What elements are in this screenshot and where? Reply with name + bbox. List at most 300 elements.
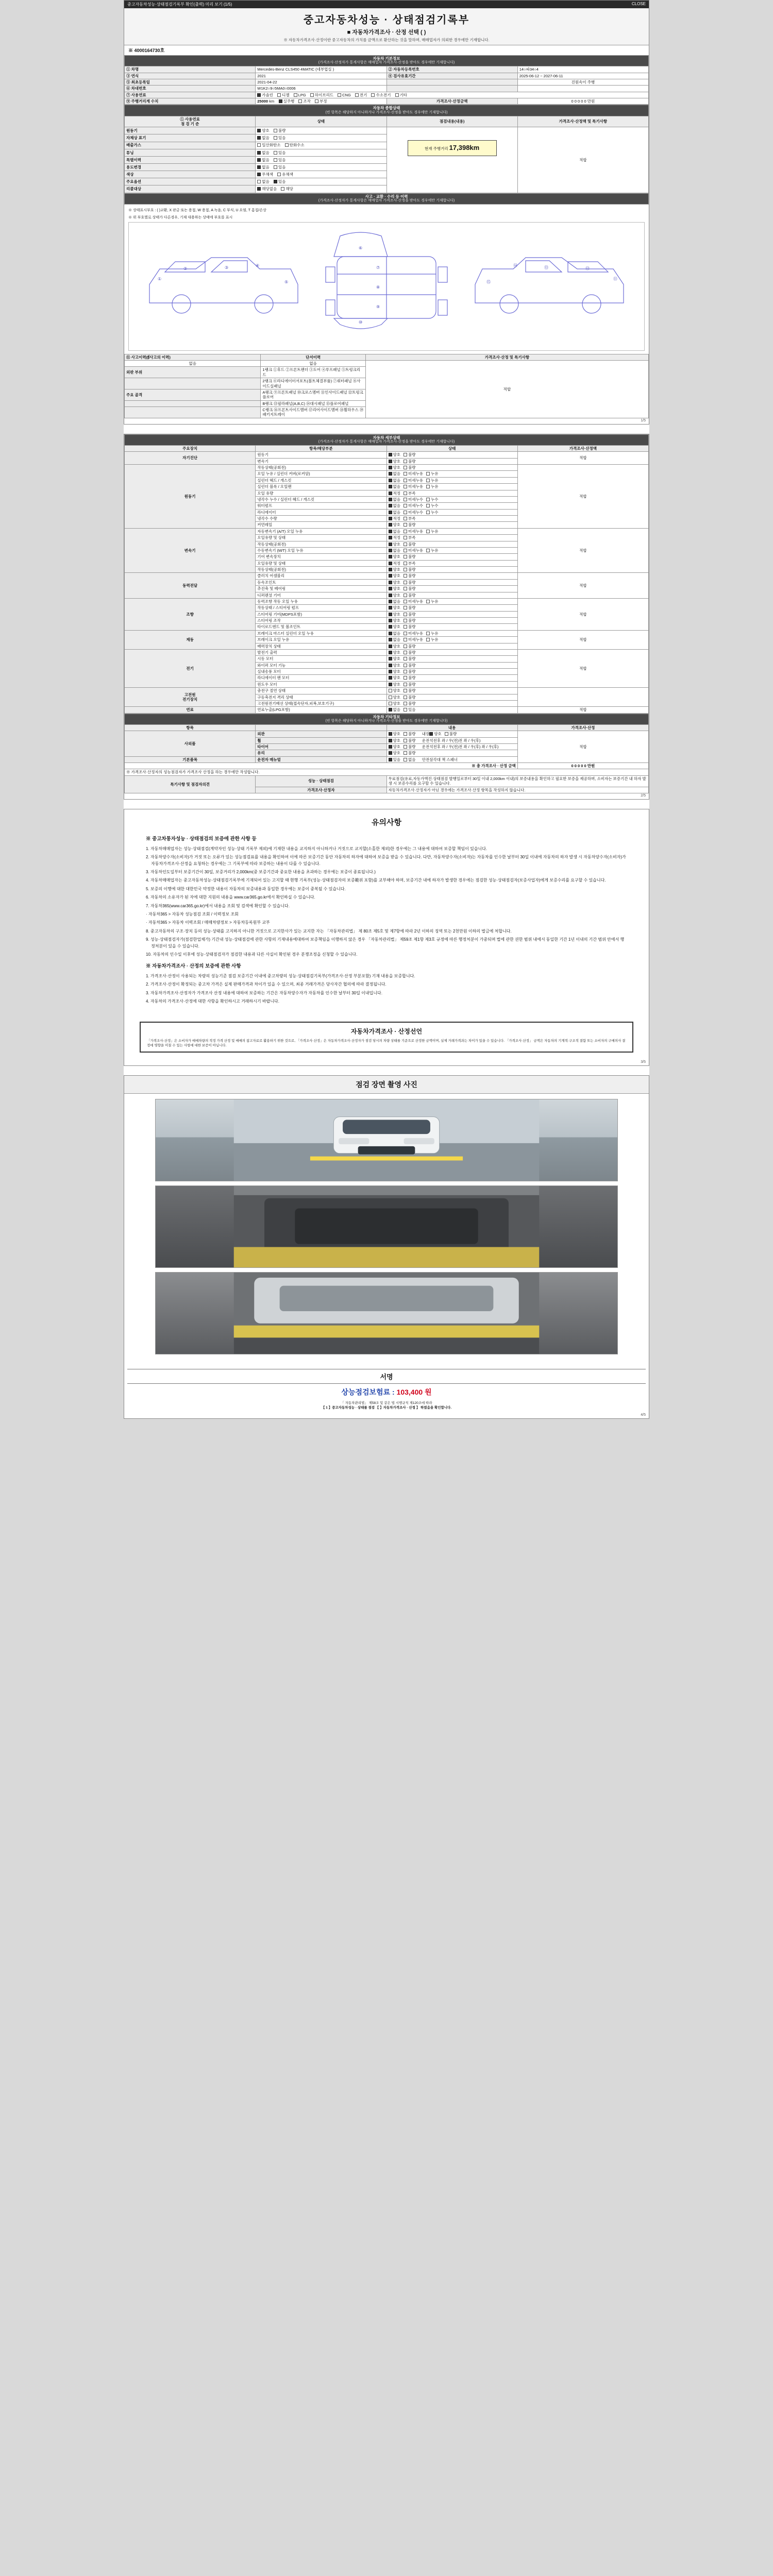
detail-item-options[interactable]: 없음 미세누유 누유: [386, 637, 517, 643]
checkbox-detail-7-2-1[interactable]: [404, 702, 407, 705]
detail-item-options[interactable]: 없음 미세누유 누유: [386, 528, 517, 534]
detail-item-options[interactable]: 적정 부족: [386, 516, 517, 522]
checkbox-detail-2-2-1[interactable]: [404, 543, 407, 546]
detail-group-valuation: 적합: [517, 707, 648, 713]
fuel-label: ⑦ 사용연료: [125, 92, 256, 98]
checkbox-detail-2-5-1[interactable]: [404, 562, 407, 565]
detail-group-name: 자기진단: [125, 452, 256, 465]
etc-item-label: 외관: [256, 731, 386, 737]
detail-item-options[interactable]: 없음 있음: [386, 707, 517, 713]
checkbox-etc-0-0[interactable]: [389, 732, 392, 736]
car-diagram-svg: [134, 223, 639, 350]
row-value-0: Mercedes-Benz CLS450 4MATIC (네부업실 ): [256, 66, 386, 73]
detail-group-valuation: 적합: [517, 630, 648, 649]
ov-row-label-0: 원동기: [125, 127, 256, 134]
checkbox-detail-1-8-1[interactable]: [404, 517, 407, 520]
checkbox-ov-4-0[interactable]: [257, 158, 261, 162]
checkbox-detail-1-1-2[interactable]: [426, 472, 430, 476]
legend-label-3: [125, 400, 261, 406]
checkbox-detail-2-3-2[interactable]: [426, 549, 430, 552]
ov-row-state-5[interactable]: 없음 있음: [256, 163, 386, 171]
checkbox-detail-1-2-1[interactable]: [404, 479, 407, 482]
checkbox-fuel-5[interactable]: [355, 93, 359, 97]
svg-text:④: ④: [256, 263, 260, 268]
detail-item-options[interactable]: 양호 불량: [386, 611, 517, 617]
detail-group-name: 제동: [125, 630, 256, 649]
underbody-illustration: [156, 1186, 617, 1267]
checkbox-detail-1-3-0[interactable]: [389, 485, 392, 488]
document-number: ※ 4000164730호: [128, 48, 165, 53]
detail-table-body: [125, 452, 649, 713]
checkbox-ov-3-1[interactable]: [274, 151, 277, 155]
detail-item-options[interactable]: 양호 불량: [386, 688, 517, 694]
signature-band: [124, 1366, 649, 1413]
checkbox-detail-7-1-1[interactable]: [404, 696, 407, 699]
detail-item-options[interactable]: 없음 미세누수 누수: [386, 496, 517, 502]
checkbox-fuel-6[interactable]: [371, 93, 375, 97]
total-valuation-value: 0 0 0 0 0 만원: [517, 763, 648, 769]
total-valuation-label: ※ 총 가격조사 · 산정 금액: [125, 763, 518, 769]
detail-item-options[interactable]: 양호 불량: [386, 649, 517, 655]
checkbox-fuel-4[interactable]: [338, 93, 341, 97]
svg-text:⑭: ⑭: [513, 263, 517, 268]
valuation-value: 0 0 0 0 0 만원: [517, 98, 648, 105]
checkbox-detail-2-1-0[interactable]: [389, 536, 392, 539]
checkbox-detail-2-6-1[interactable]: [404, 568, 407, 571]
ov-row-state-6[interactable]: 무채색 유채색: [256, 171, 386, 178]
row-label-1: ③ 연식: [125, 73, 256, 79]
detail-item-label: 작동상태(공회전): [256, 465, 386, 471]
checkbox-fuel-7[interactable]: [395, 93, 399, 97]
checkbox-detail-1-2-2[interactable]: [426, 479, 430, 482]
detail-item-options[interactable]: 양호 불량: [386, 656, 517, 662]
checkbox-etc-3-0[interactable]: [389, 751, 392, 755]
ov-row-state-7[interactable]: 없음 있음: [256, 178, 386, 185]
detail-group-valuation: 적합: [517, 528, 648, 573]
checkbox-detail-4-0-2[interactable]: [426, 600, 430, 603]
etc-head-0b: [256, 724, 386, 731]
checkbox-detail-0-1-0[interactable]: [389, 460, 392, 463]
detail-item-options[interactable]: 양호 불량: [386, 465, 517, 471]
checkbox-detail-2-3-1[interactable]: [404, 549, 407, 552]
mileage-label: ⑨ 주행거리계 수치: [125, 98, 256, 105]
detail-item-options[interactable]: 없음 미세누수 누수: [386, 509, 517, 515]
checkbox-detail-1-5-1[interactable]: [404, 498, 407, 501]
damage-diagram-wrap: [124, 205, 649, 354]
checkbox-detail-7-2-0[interactable]: [389, 702, 392, 705]
accident-history-table: [124, 354, 649, 418]
checkbox-mileage-tamper[interactable]: [298, 99, 302, 103]
detail-item-options[interactable]: 양호 불량: [386, 694, 517, 700]
detail-group-name: 변속기: [125, 528, 256, 573]
diagram-note-2: ※ 위 부호별로 상태가 다른경우, 기재 대용하는 상태에 부호를 표시: [128, 215, 233, 219]
checkbox-detail-4-4-0[interactable]: [389, 625, 392, 629]
checkbox-detail-1-7-2[interactable]: [426, 511, 430, 514]
checkbox-detail-6-3-0[interactable]: [389, 670, 392, 673]
checkbox-ov-6-1[interactable]: [277, 173, 281, 176]
ov-row-label-8: 리콜대상: [125, 185, 256, 193]
table-row: [125, 452, 649, 458]
checkbox-detail-2-4-0[interactable]: [389, 555, 392, 558]
checkbox-detail-1-9-1[interactable]: [404, 523, 407, 527]
checkbox-detail-6-0-1[interactable]: [404, 651, 407, 654]
row-value-1: 2021: [256, 73, 386, 79]
checkbox-detail-6-4-0[interactable]: [389, 676, 392, 680]
detail-item-label: 원동기: [256, 452, 386, 458]
checkbox-detail-5-1-0[interactable]: [389, 638, 392, 641]
notice-h2: ※ 자동차가격조사 · 산정의 보증에 관한 사항: [146, 963, 241, 970]
detail-item-label: 자동변속기 (A/T) 오일 누유: [256, 528, 386, 534]
detail-head-1: 항목/해당부분: [256, 445, 386, 451]
page4-footer: 4/5: [641, 1413, 646, 1417]
checkbox-detail-3-1-0[interactable]: [389, 581, 392, 584]
detail-item-options[interactable]: 없음 미세누유 누유: [386, 477, 517, 483]
checkbox-ov-7-0[interactable]: [257, 180, 261, 183]
remarks-val-0: 무료점검(유료,자동가액진·상태점검 발행일로부터 30일 이내 2,000km 이내)의 보증내용을 확인하고 필요한 보증을 제공하며, 소비자는 보증기간 내 하자 발생 시 보증수리를 요구할 수 있습니다.: [386, 775, 649, 787]
checkbox-detail-2-4-1[interactable]: [404, 555, 407, 558]
checkbox-ov-3-0[interactable]: [257, 151, 261, 155]
diagram-note-1: ※ 상태표시부호 : ( )교환, X 판금 또는 용접, W 용접, A 녹음, C 부식, U 요염, T 흠집/손상: [128, 208, 266, 212]
document-header: [124, 8, 649, 45]
checkbox-detail-1-7-0[interactable]: [389, 511, 392, 514]
checkbox-ov-0-0[interactable]: [257, 129, 261, 132]
detail-item-options[interactable]: 양호 불량: [386, 567, 517, 573]
ov-head-2: 점검내용(내용): [386, 116, 517, 127]
ov-row-state-1[interactable]: 없음 있음: [256, 134, 386, 142]
etc-section-note: (빈 항목은 해당하지 아니하거나 가격조사·산정을 받아도 경우에만 기재합니다): [325, 719, 448, 723]
checkbox-detail-4-1-0[interactable]: [389, 606, 392, 609]
detail-item-options[interactable]: 양호 불량: [386, 618, 517, 624]
checkbox-detail-7-1-0[interactable]: [389, 696, 392, 699]
etc-item-options[interactable]: 양호 불량: [386, 750, 517, 756]
table-row: [125, 688, 649, 694]
detail-item-options[interactable]: 없음 미세누수 누수: [386, 503, 517, 509]
table-row: [125, 573, 649, 579]
acc-sub-label-0: ⑪ 사고이력(र्ह사고의 이력): [125, 354, 261, 360]
checkbox-detail-4-2-0[interactable]: [389, 613, 392, 616]
checkbox-detail-1-3-1[interactable]: [404, 485, 407, 488]
svg-text:⑨: ⑨: [376, 304, 380, 309]
checkbox-detail-3-0-0[interactable]: [389, 574, 392, 578]
detail-item-options[interactable]: 양호 불량: [386, 624, 517, 630]
detail-item-options[interactable]: 양호 불량: [386, 573, 517, 579]
checkbox-detail-1-0-0[interactable]: [389, 466, 392, 469]
checkbox-etc-0-1[interactable]: [404, 732, 407, 736]
notice-item: 2. 가격조사·산정이 확정되는 중고차 가격은 실제 판매가격과 차이가 있을 수 있으며, 최종 거래가격은 당사자간 협의에 따라 결정됩니다.: [146, 982, 386, 987]
detail-item-options[interactable]: 없음 미세누유 누유: [386, 630, 517, 636]
checkbox-detail-5-1-2[interactable]: [426, 638, 430, 641]
checkbox-detail-1-5-2[interactable]: [426, 498, 430, 501]
ov-row-state-2[interactable]: 일산화탄소 탄화수소: [256, 142, 386, 149]
checkbox-detail-1-6-1[interactable]: [404, 504, 407, 507]
checkbox-detail-8-0-0[interactable]: [389, 708, 392, 711]
checkbox-detail-3-1-1[interactable]: [404, 581, 407, 584]
checkbox-ov-0-1[interactable]: [274, 129, 277, 132]
checkbox-detail-1-6-2[interactable]: [426, 504, 430, 507]
detail-item-options[interactable]: 없음 미세누유 누유: [386, 484, 517, 490]
acc-sub-val-1: 없음: [261, 361, 365, 367]
checkbox-detail-1-1-0[interactable]: [389, 472, 392, 476]
checkbox-detail-1-2-0[interactable]: [389, 479, 392, 482]
checkbox-detail-4-4-1[interactable]: [404, 625, 407, 629]
detail-item-label: 라디에이터 팬 모터: [256, 675, 386, 681]
checkbox-detail-3-3-0[interactable]: [389, 594, 392, 597]
checkbox-ov-5-0[interactable]: [257, 165, 261, 169]
detail-item-label: 실내송풍 모터: [256, 669, 386, 675]
sheet-page-4: [124, 1075, 649, 1419]
checkbox-detail-6-2-1[interactable]: [404, 664, 407, 667]
checkbox-ov-8-0[interactable]: [257, 187, 261, 191]
notice-list-2: [146, 973, 627, 1005]
checkbox-detail-2-1-1[interactable]: [404, 536, 407, 539]
remarks-val-1: 자동차가격조사·산정자가 아닌 경우에는 가격조사·산정 항목을 작성하지 않습니다.: [386, 787, 649, 793]
detail-item-options[interactable]: 양호 불량: [386, 605, 517, 611]
checkbox-ov-8-1[interactable]: [281, 187, 284, 191]
checkbox-etc-1-1[interactable]: [404, 739, 407, 742]
checkbox-detail-1-9-0[interactable]: [389, 523, 392, 527]
mileage-value: 25000: [257, 99, 268, 104]
notice-item: 8. 중고자동차의 구조·장치 등의 성능·상태를 고지하지 아니한 거짓으로 고지한사가 있는 교지한 자는 「자동차관리법」 제 80조 제5호 및 제7항에 따라 2년 이하의 징역 또는 2천만원 이하의 벌금에 처합니다.: [146, 928, 512, 934]
acc-sub-val-0: 없음: [125, 361, 261, 367]
checkbox-ov-5-1[interactable]: [274, 165, 277, 169]
remarks-key-1: 가격조사·산정자: [256, 787, 386, 793]
ov-row-label-6: 색상: [125, 171, 256, 178]
close-icon[interactable]: CLOSE: [631, 2, 646, 6]
checkbox-detail-1-8-0[interactable]: [389, 517, 392, 520]
detail-group-name: 원동기: [125, 465, 256, 529]
overall-section-bar: 자동차 종합상태 (빈 항목은 해당하지 아니하거나 가격조사·산정을 받아도 경우에만 기재합니다): [125, 105, 649, 116]
checkbox-detail-4-0-0[interactable]: [389, 600, 392, 603]
checkbox-detail-3-2-0[interactable]: [389, 587, 392, 590]
acc-sub-val-2: 적합: [365, 361, 648, 418]
detail-item-options[interactable]: 적정 부족: [386, 535, 517, 541]
checkbox-detail-1-0-1[interactable]: [404, 466, 407, 469]
legend-line-3: B랭크 ⑬필라패널(A,B,C) ⑭대시패널 ⑮플로어패널: [261, 400, 365, 406]
table-row: [125, 598, 649, 604]
checkbox-detail-6-0-0[interactable]: [389, 651, 392, 654]
notice-item: 3. 자동차가격조사·산정자가 가격조사 산정 내용에 대하여 보증하는 기간은 자동차양수자가 자동차를 인수한 날부터 30일 이내입니다.: [146, 990, 382, 995]
detail-item-label: 동력조향 작동 오일 누유: [256, 598, 386, 604]
checkbox-detail-6-5-0[interactable]: [389, 683, 392, 686]
checkbox-detail-2-6-0[interactable]: [389, 568, 392, 571]
checkbox-detail-0-0-1[interactable]: [404, 453, 407, 456]
detail-item-options[interactable]: 양호 불량: [386, 586, 517, 592]
checkbox-detail-1-4-1[interactable]: [404, 492, 407, 495]
remarks-label: 특기사항 및 점검자의견: [125, 775, 256, 793]
checkbox-fuel-3[interactable]: [310, 93, 314, 97]
checkbox-detail-2-5-0[interactable]: [389, 562, 392, 565]
checkbox-detail-6-4-1[interactable]: [404, 676, 407, 680]
detail-item-options[interactable]: 적정 부족: [386, 490, 517, 496]
checkbox-ov-6-0[interactable]: [257, 173, 261, 176]
checkbox-detail-4-1-1[interactable]: [404, 606, 407, 609]
ov-row-state-8[interactable]: 해당없음 해당: [256, 185, 386, 193]
checkbox-detail-6-2-0[interactable]: [389, 664, 392, 667]
row-value2-0: 14○파34○4: [517, 66, 648, 73]
detail-item-label: 오일유량 및 상태: [256, 560, 386, 566]
detail-group-name: 고전원 전기장치: [125, 688, 256, 707]
detail-item-options[interactable]: 양호 불량: [386, 554, 517, 560]
detail-item-label: 오일 유량: [256, 490, 386, 496]
checkbox-detail-2-2-0[interactable]: [389, 543, 392, 546]
checkbox-detail-7-0-1[interactable]: [404, 689, 407, 692]
legend-label-2: 주요 골격: [125, 389, 261, 400]
checkbox-mileage-real[interactable]: [279, 99, 282, 103]
detail-item-label: 변속기: [256, 458, 386, 464]
checkbox-ov-2-0[interactable]: [257, 143, 261, 147]
etc-item-options[interactable]: 양호 불량 운전석전후 좌 / 우(전)전 좌 / 우(후): [386, 737, 517, 743]
detail-item-label: 브레이크 오일 누유: [256, 637, 386, 643]
ov-row-state-4[interactable]: 없음 있음: [256, 156, 386, 163]
detail-item-options[interactable]: 양호 불량: [386, 643, 517, 649]
detail-item-options[interactable]: 양호 불량: [386, 579, 517, 585]
checkbox-fuel-1[interactable]: [277, 93, 281, 97]
checkbox-etc-4-0[interactable]: [389, 758, 392, 761]
checkbox-detail-5-0-0[interactable]: [389, 632, 392, 635]
basic-section-note: (가격조사·산정자가 통계사항은 매매업자 가격조사·산정을 받아도 경우에만 기재합니다): [318, 61, 455, 65]
detail-item-options[interactable]: 양호 불량: [386, 669, 517, 675]
checkbox-detail-5-0-1[interactable]: [404, 632, 407, 635]
checkbox-detail-5-0-2[interactable]: [426, 632, 430, 635]
ov-row-label-1: 자체상 표기: [125, 134, 256, 142]
ov-row-label-4: 특별이력: [125, 156, 256, 163]
overall-section-note: (빈 항목은 해당하지 아니하거나 가격조사·산정을 받아도 경우에만 기재합니다): [325, 110, 448, 114]
checkbox-etc-2-0[interactable]: [389, 745, 392, 749]
checkbox-etc2-0-0[interactable]: [429, 732, 433, 736]
fuel-options[interactable]: 가솔린 디젤 LPG 하이브리드 CNG 전기 수소전기 기타: [256, 92, 649, 98]
checkbox-detail-1-1-1[interactable]: [404, 472, 407, 476]
checkbox-etc2-0-1[interactable]: [445, 732, 448, 736]
checkbox-detail-7-0-0[interactable]: [389, 689, 392, 692]
notice-item: · 자동차365 > 자동차 성능점검 조회 / 이력정보 조회: [146, 911, 239, 917]
ov-head-0: ① 사용연료 점 검 기 준: [125, 116, 256, 127]
checkbox-detail-1-7-1[interactable]: [404, 511, 407, 514]
row-value2-1: 2025-06-12 ~ 2027-06-11: [517, 73, 648, 79]
checkbox-ov-7-1[interactable]: [274, 180, 277, 183]
detail-item-options[interactable]: 양호 불량: [386, 522, 517, 528]
checkbox-detail-1-3-2[interactable]: [426, 485, 430, 488]
svg-text:②: ②: [183, 266, 188, 271]
checkbox-etc-3-1[interactable]: [404, 751, 407, 755]
checkbox-detail-8-0-1[interactable]: [404, 708, 407, 711]
etc-item-options[interactable]: 양호 불량 운전석전후 좌 / 우(전)전 좌 / 우(후) 좌 / 우(후): [386, 743, 517, 750]
detail-item-options[interactable]: 적정 부족: [386, 560, 517, 566]
checkbox-detail-0-0-0[interactable]: [389, 453, 392, 456]
damage-diagram: [128, 222, 645, 351]
ov-content-cell: [386, 127, 517, 193]
checkbox-fuel-0[interactable]: [257, 93, 261, 97]
table-row: [125, 528, 649, 534]
checkbox-detail-6-1-0[interactable]: [389, 657, 392, 660]
detail-group-valuation: 적합: [517, 573, 648, 599]
ov-head-3: 가격조사·산정액 및 특기사항: [517, 116, 648, 127]
legend-line-2: A랭크 ⑨프론트패널 ⑩크로스멤버 ⑪인사이드패널 ⑫트렁크플로어: [261, 389, 365, 400]
underbody-photo: [155, 1185, 618, 1268]
inspection-fee-value: 103,400 원: [396, 1387, 432, 1396]
detail-item-options[interactable]: 없음 미세누유 누유: [386, 547, 517, 553]
checkbox-detail-5-2-1[interactable]: [404, 645, 407, 648]
checkbox-detail-2-0-0[interactable]: [389, 530, 392, 533]
detail-item-options[interactable]: 양호 불량: [386, 592, 517, 598]
checkbox-detail-4-0-1[interactable]: [404, 600, 407, 603]
checkbox-detail-1-4-0[interactable]: [389, 492, 392, 495]
checkbox-etc-1-0[interactable]: [389, 739, 392, 742]
detail-item-options[interactable]: 양호 불량: [386, 675, 517, 681]
detail-item-options[interactable]: 양호 불량: [386, 662, 517, 668]
checkbox-detail-2-0-1[interactable]: [404, 530, 407, 533]
detail-group-name: 조향: [125, 598, 256, 630]
checkbox-detail-1-5-0[interactable]: [389, 498, 392, 501]
declaration-title: 자동차가격조사 · 산정선언: [350, 1027, 423, 1035]
detail-item-label: 냉각수 수량: [256, 516, 386, 522]
checkbox-detail-3-0-1[interactable]: [404, 574, 407, 578]
checkbox-ov-4-1[interactable]: [274, 158, 277, 162]
checkbox-detail-5-2-0[interactable]: [389, 645, 392, 648]
etc-item-options[interactable]: 있음 없음 안전삼각대 잭 스패너: [386, 756, 517, 762]
detail-item-options[interactable]: 양호 불량: [386, 700, 517, 706]
mileage-unit: km: [269, 99, 275, 104]
svg-text:⑬: ⑬: [544, 265, 548, 270]
detail-item-options[interactable]: 양호 불량: [386, 458, 517, 464]
row-value-2: 2021-04-22: [256, 79, 386, 85]
ov-row-state-0[interactable]: 양호 불량: [256, 127, 386, 134]
detail-item-label: 등속조인트: [256, 579, 386, 585]
etc-head-2: 가격조사·산정: [517, 724, 648, 731]
checkbox-detail-4-3-0[interactable]: [389, 619, 392, 622]
detail-item-options[interactable]: 없음 미세누유 누유: [386, 471, 517, 477]
checkbox-detail-4-2-1[interactable]: [404, 613, 407, 616]
checkbox-detail-6-3-1[interactable]: [404, 670, 407, 673]
detail-item-label: 추진축 및 베어링: [256, 586, 386, 592]
checkbox-detail-1-6-0[interactable]: [389, 504, 392, 507]
detail-item-label: 작동상태(공회전): [256, 567, 386, 573]
legal-note-1: 「 자동차관리법」 제58조 및 같은 법 시행규칙 제120조에 따라: [341, 1401, 432, 1405]
checkbox-detail-6-5-1[interactable]: [404, 683, 407, 686]
checkbox-etc-2-1[interactable]: [404, 745, 407, 749]
checkbox-detail-3-3-1[interactable]: [404, 594, 407, 597]
detail-item-options[interactable]: 양호 불량: [386, 452, 517, 458]
checkbox-detail-5-1-1[interactable]: [404, 638, 407, 641]
checkbox-detail-2-3-0[interactable]: [389, 549, 392, 552]
row-value-3: W1K2○9○5MA0○0006: [256, 86, 386, 92]
checkbox-detail-4-3-1[interactable]: [404, 619, 407, 622]
checkbox-detail-2-0-2[interactable]: [426, 530, 430, 533]
etc-table-body: [125, 731, 649, 763]
notice-item: 3. 자동차인도일부터 보증기간이 30일, 보증거리가 2,000km(중 보증기간과 중요한 내용을 초과하는 경우에는 보증이 종료됩니다.): [146, 870, 376, 875]
detail-group-valuation: [517, 688, 648, 707]
checkbox-detail-6-1-1[interactable]: [404, 657, 407, 660]
legend-line-4: C랭크 ⑯프론트사이드멤버 ⑰리어사이드멤버 ⑱휠하우스 ⑲패키지트레이: [261, 407, 365, 418]
etc-item-options[interactable]: 양호 불량 내장 양호 불량: [386, 731, 517, 737]
checkbox-fuel-2[interactable]: [294, 93, 297, 97]
checkbox-ov-1-0[interactable]: [257, 136, 261, 140]
checkbox-detail-3-2-1[interactable]: [404, 587, 407, 590]
detail-item-options[interactable]: 없음 미세누유 누유: [386, 598, 517, 604]
legend-label-4: [125, 407, 261, 418]
legend-line-1: 2랭크 ⑥라디에이터서포트(볼트체결부품) ⑦쿼터패널 ⑧사이드실패널: [261, 378, 365, 389]
detail-item-options[interactable]: 양호 불량: [386, 681, 517, 687]
checkbox-mileage-unknown[interactable]: [315, 99, 318, 103]
checkbox-ov-2-1[interactable]: [285, 143, 289, 147]
detail-item-label: 오일유량 및 상태: [256, 535, 386, 541]
checkbox-ov-1-1[interactable]: [274, 136, 277, 140]
detail-item-options[interactable]: 양호 불량: [386, 541, 517, 547]
legend-label-1: [125, 378, 261, 389]
ov-row-state-3[interactable]: 없음 있음: [256, 149, 386, 156]
basic-info-table: [124, 55, 649, 105]
checkbox-etc-4-1[interactable]: [404, 758, 407, 761]
checkbox-detail-0-1-1[interactable]: [404, 460, 407, 463]
